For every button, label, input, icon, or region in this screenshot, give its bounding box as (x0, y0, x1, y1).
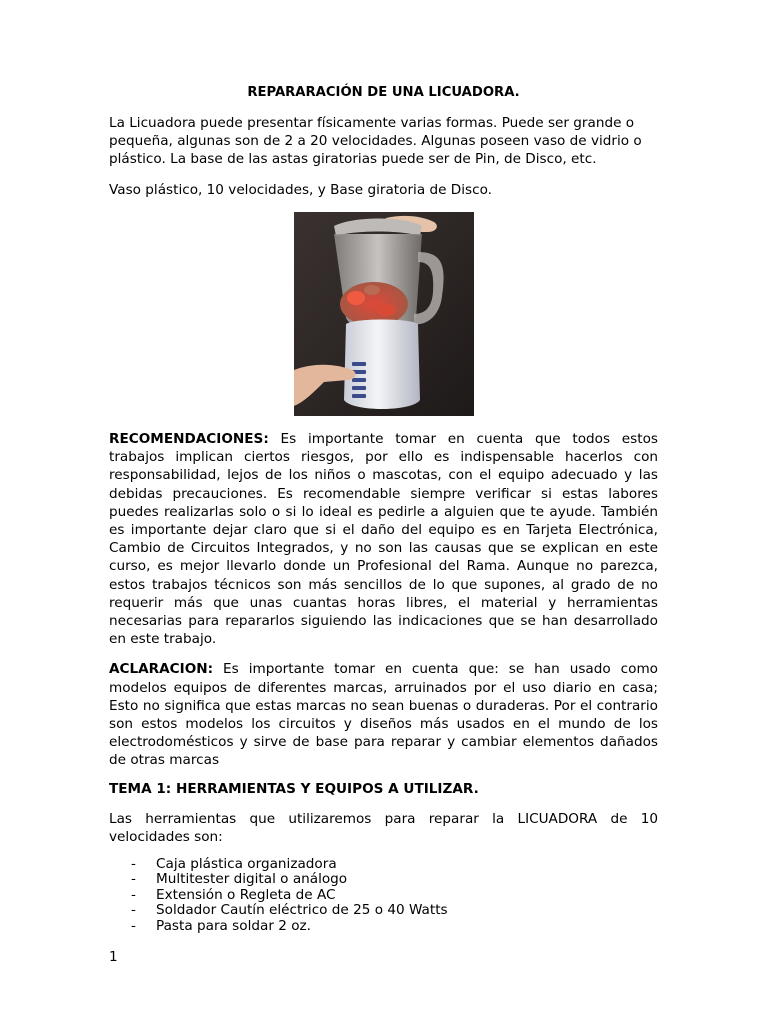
tools-intro-paragraph: Las herramientas que utilizaremos para reparar la LICUADORA de 10 velocidades son: (109, 810, 658, 845)
list-item-text: Extensión o Regleta de AC (156, 886, 336, 903)
list-item-text: Pasta para soldar 2 oz. (156, 918, 311, 935)
clarification-text: Es importante tomar en cuenta que: se han usado como modelos equipos de diferentes marcas, arruinados por el uso diario en casa; Esto no significa que estas marcas no sean buenas o duraderas. Por el contrario son estos modelos los circuitos y diseños más usados en el mundo de los electrodomésticos y sirve de base para reparar y cambiar elementos dañados de otras marcas (109, 661, 658, 769)
recommendations-paragraph (109, 430, 658, 648)
intro-paragraph: La Licuadora puede presentar físicamente varias formas. Puede ser grande o pequeña, algunas son de 2 a 20 velocidades. Algunas poseen vaso de vidrio o plástico. La base de las astas giratorias puede ser de Pin, de Disco, etc. (109, 115, 642, 167)
list-item (131, 872, 658, 888)
photo-container (109, 212, 658, 416)
list-item (131, 919, 658, 935)
list-bullet: - (131, 871, 136, 888)
tools-list (109, 857, 658, 935)
section-title: TEMA 1: HERRAMIENTAS Y EQUIPOS A UTILIZAR. (109, 780, 479, 797)
document-title: REPARARACIÓN DE UNA LICUADORA. (247, 85, 520, 100)
blender-photo (294, 212, 474, 416)
list-item-text: Caja plástica organizadora (156, 855, 337, 872)
list-item (131, 903, 658, 919)
recommendations-text: Es importante tomar en cuenta que todos estos trabajos implican ciertos riesgos, por ello es indispensable hacerlos con responsabilidad, lejos de los niños o mascotas, con el equipo adecuado y las debidas precauciones. Es recomendable siempre verificar si estas labores puedes realizarlas solo o si lo ideal es pedirle a alguien que te ayude. También es importante dejar claro que si el daño del equipo es en Tarjeta Electrónica, Cambio de Circuitos Integrados, y no son las causas que se explican en este curso, es mejor llevarlo donde un Profesional del Rama. Aunque no parezca, estos trabajos técnicos son más sencillos de lo que supones, al grado de no requerir más que unas cuantas horas libres, el material y herramientas necesarias para repararlos siguiendo las indicaciones que se han desarrollado en este trabajo. (109, 431, 658, 648)
clarification-paragraph (109, 660, 658, 769)
list-bullet: - (131, 855, 136, 872)
list-bullet: - (131, 886, 136, 903)
document-page (109, 84, 658, 935)
list-bullet: - (131, 902, 136, 919)
list-item-text: Soldador Cautín eléctrico de 25 o 40 Watts (156, 902, 448, 919)
page-number: 1 (109, 949, 118, 965)
spec-paragraph: Vaso plástico, 10 velocidades, y Base giratoria de Disco. (109, 182, 492, 198)
list-item (131, 888, 658, 904)
recommendations-label: RECOMENDACIONES: (109, 431, 269, 447)
list-bullet: - (131, 918, 136, 935)
list-item-text: Multitester digital o análogo (156, 871, 348, 888)
clarification-label: ACLARACION: (109, 661, 214, 678)
list-item (131, 857, 658, 873)
